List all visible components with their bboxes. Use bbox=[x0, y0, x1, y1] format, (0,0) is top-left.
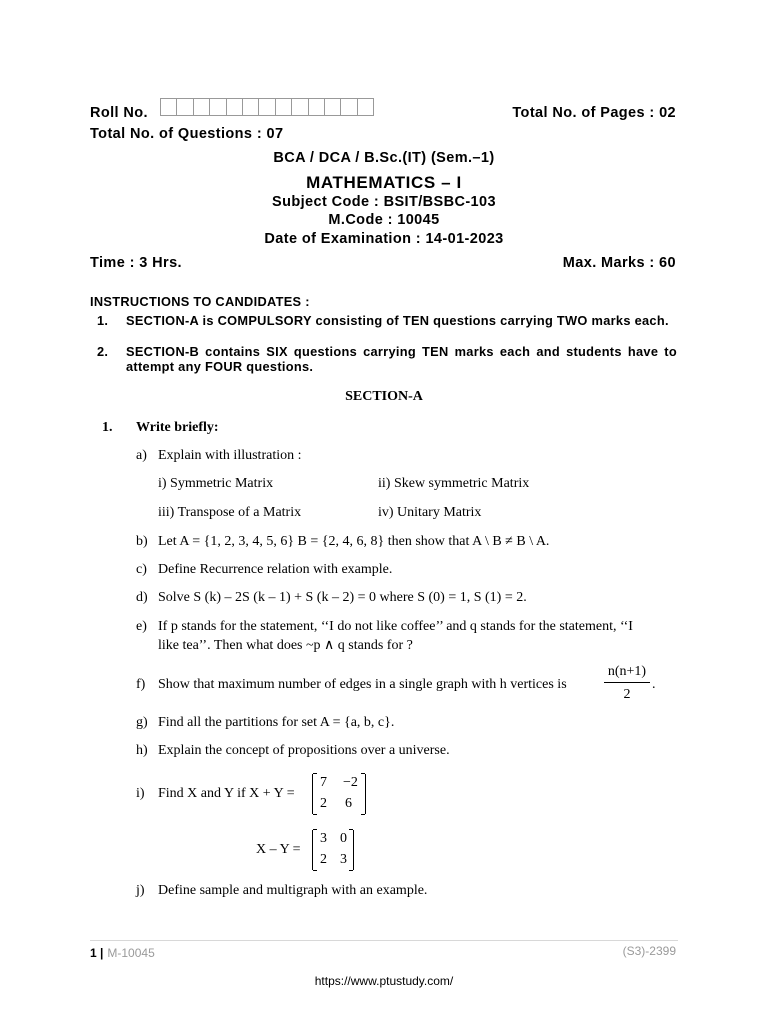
matrix-cell: 3 bbox=[320, 831, 327, 846]
part-label: d) bbox=[136, 590, 148, 605]
subject-code: Subject Code : BSIT/BSBC-103 bbox=[272, 194, 496, 210]
matrix-x-plus-y bbox=[312, 774, 366, 814]
instruction-num: 1. bbox=[97, 313, 109, 328]
fraction-bar bbox=[604, 682, 650, 683]
max-marks: Max. Marks : 60 bbox=[562, 255, 676, 271]
part-i-text: Find X and Y if X + Y = bbox=[158, 786, 295, 801]
part-c-text: Define Recurrence relation with example. bbox=[158, 562, 393, 577]
part-label: j) bbox=[136, 883, 145, 898]
roll-number-boxes bbox=[160, 98, 374, 116]
part-a-text: Explain with illustration : bbox=[158, 448, 302, 463]
instruction-text: SECTION-A is COMPULSORY consisting of TEN questions carrying TWO marks each. bbox=[126, 313, 669, 328]
part-f-end: . bbox=[652, 677, 656, 692]
part-label: g) bbox=[136, 715, 148, 730]
part-label: b) bbox=[136, 534, 148, 549]
m-code: M.Code : 10045 bbox=[328, 212, 440, 228]
part-e-text-line1: If p stands for the statement, ‘‘I do not like coffee’’ and q stands for the statement, ‘‘I bbox=[158, 619, 633, 634]
part-label: e) bbox=[136, 619, 147, 634]
option-text: i) Symmetric Matrix bbox=[158, 476, 274, 491]
part-label: c) bbox=[136, 562, 147, 577]
footer-divider bbox=[90, 940, 678, 941]
part-g-text: Find all the partitions for set A = {a, b, c}. bbox=[158, 715, 395, 730]
matrix-cell: 2 bbox=[320, 852, 327, 867]
part-label: i) bbox=[136, 786, 145, 801]
exam-date: Date of Examination : 14-01-2023 bbox=[264, 231, 504, 247]
matrix-cell: 0 bbox=[340, 831, 347, 846]
question-title: Write briefly: bbox=[136, 420, 219, 435]
total-questions: Total No. of Questions : 07 bbox=[90, 126, 284, 142]
part-d-text: Solve S (k) – 2S (k – 1) + S (k – 2) = 0 where S (0) = 1, S (1) = 2. bbox=[158, 590, 527, 605]
footer-code-left: M-10045 bbox=[107, 946, 155, 960]
part-label: a) bbox=[136, 448, 147, 463]
part-h-text: Explain the concept of propositions over a universe. bbox=[158, 743, 450, 758]
part-b-text: Let A = {1, 2, 3, 4, 5, 6} B = {2, 4, 6, 8} then show that A \ B ≠ B \ A. bbox=[158, 534, 550, 549]
option-text: ii) Skew symmetric Matrix bbox=[378, 476, 530, 491]
part-f-text: Show that maximum number of edges in a single graph with h vertices is bbox=[158, 677, 567, 692]
matrix-cell: 7 bbox=[320, 775, 327, 790]
instruction-num: 2. bbox=[97, 344, 109, 359]
instruction-text: SECTION-B contains SIX questions carrying TEN marks each and students have to attempt any FOUR questions. bbox=[126, 344, 677, 374]
part-label: h) bbox=[136, 743, 148, 758]
page-number: 1 | bbox=[90, 946, 104, 960]
part-e-text-line2: like tea’’. Then what does ~p ∧ q stands for ? bbox=[158, 638, 413, 653]
subject-title: MATHEMATICS – I bbox=[306, 173, 462, 192]
part-i-text2: X – Y = bbox=[256, 842, 301, 857]
question-number: 1. bbox=[102, 420, 113, 435]
section-a-heading: SECTION-A bbox=[345, 389, 423, 404]
footer-code-right: (S3)-2399 bbox=[622, 944, 676, 958]
time-allowed: Time : 3 Hrs. bbox=[90, 255, 182, 271]
matrix-cell: −2 bbox=[343, 775, 358, 790]
course-line: BCA / DCA / B.Sc.(IT) (Sem.–1) bbox=[273, 150, 495, 166]
matrix-x-minus-y bbox=[312, 830, 354, 870]
roll-number-label: Roll No. bbox=[90, 105, 148, 121]
total-pages: Total No. of Pages : 02 bbox=[512, 105, 676, 121]
matrix-cell: 2 bbox=[320, 796, 327, 811]
instructions-heading: INSTRUCTIONS TO CANDIDATES : bbox=[90, 294, 310, 309]
footer-url[interactable]: https://www.ptustudy.com/ bbox=[314, 974, 454, 988]
part-label: f) bbox=[136, 677, 146, 692]
fraction-denominator: 2 bbox=[623, 687, 631, 702]
option-text: iv) Unitary Matrix bbox=[378, 505, 482, 520]
footer-left bbox=[90, 944, 155, 962]
part-j-text: Define sample and multigraph with an example. bbox=[158, 883, 428, 898]
option-text: iii) Transpose of a Matrix bbox=[158, 505, 302, 520]
matrix-cell: 3 bbox=[340, 852, 347, 867]
matrix-cell: 6 bbox=[345, 796, 352, 811]
fraction-numerator: n(n+1) bbox=[607, 664, 647, 679]
